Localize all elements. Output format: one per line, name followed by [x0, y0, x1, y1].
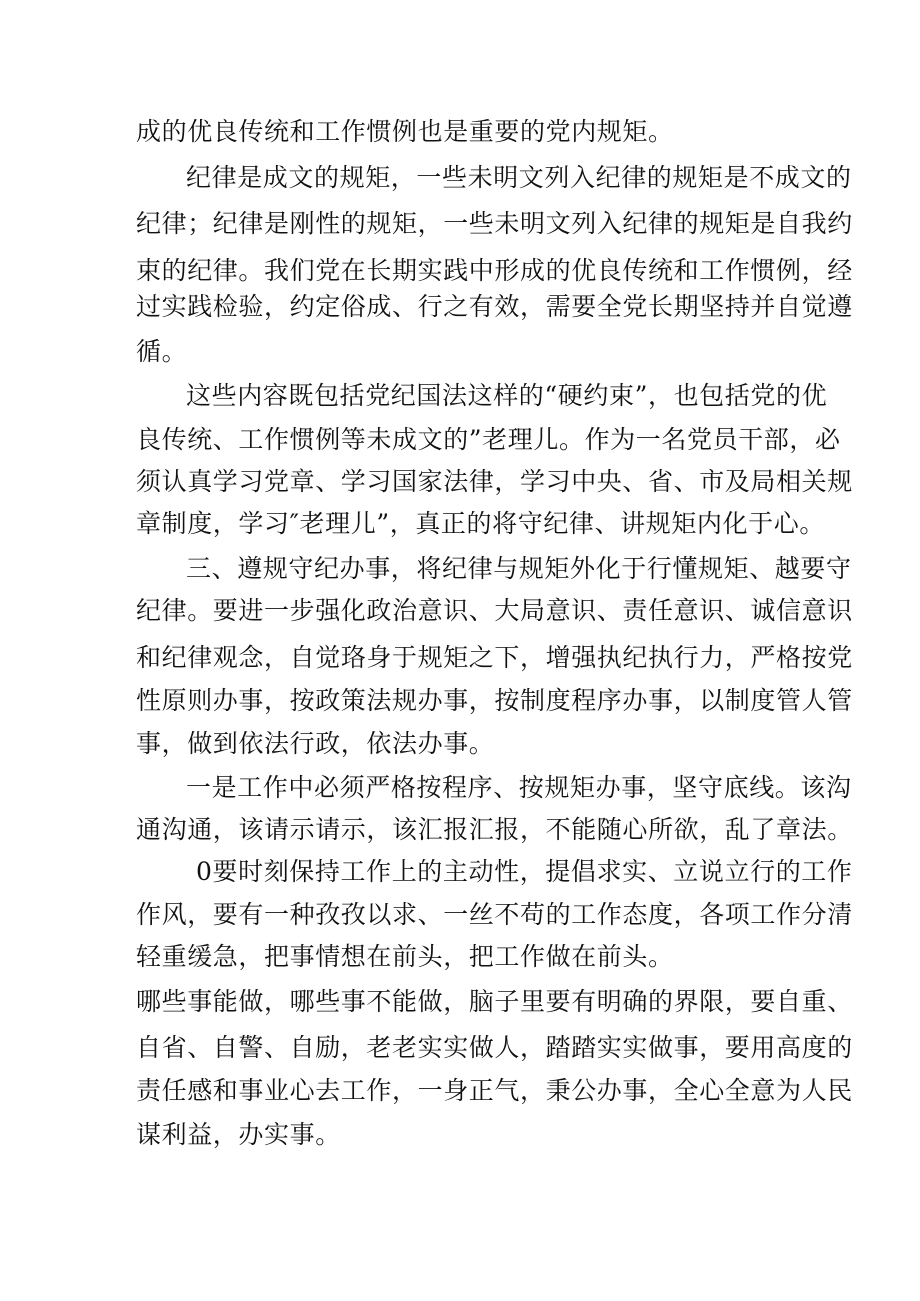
- text-line: 三、遵规守纪办事，将纪律与规矩外化于行懂规矩、越要守: [186, 554, 852, 583]
- text-line: 纪律。要进一步强化政治意识、大局意识、责任意识、诚信意识: [136, 596, 853, 625]
- text-line: 责任感和事业心去工作，一身正气，秉公办事，全心全意为人民: [136, 1076, 853, 1105]
- text-line: 这些内容既包括党纪国法这样的“硬约束”，也包括党的优: [186, 381, 828, 410]
- text-line: 良传统、工作惯例等未成文的”老理儿。作为一名党员干部，必: [136, 425, 841, 454]
- text-line: 0要时刻保持工作上的主动性，提倡求实、立说立行的工作: [196, 857, 853, 886]
- text-line: 轻重缓急，把事情想在前头，把工作做在前头。: [136, 942, 674, 971]
- text-line: 成的优良传统和工作惯例也是重要的党内规矩。: [136, 117, 674, 146]
- text-line: 过实践检验，约定俗成、行之有效，需要全党长期坚持并自觉遵: [136, 292, 853, 321]
- text-line: 和纪律观念，自觉珞身于规矩之下，增强执纪执行力，严格按党: [136, 643, 853, 672]
- text-line: 自省、自警、自励，老老实实做人，踏踏实实做事，要用高度的: [136, 1033, 853, 1062]
- text-line: 通沟通，该请示请示，该汇报汇报，不能随心所欲，乱了章法。: [136, 815, 853, 844]
- text-line: 循。: [136, 337, 188, 366]
- text-line: 纪律是成文的规矩，一些未明文列入纪律的规矩是不成文的: [186, 163, 852, 192]
- text-line: 章制度，学习″老理儿”，真正的将守纪律、讲规矩内化于心。: [136, 509, 825, 538]
- text-line: 束的纪律。我们党在长期实践中形成的优良传统和工作惯例，经: [136, 256, 853, 285]
- text-line: 一是工作中必须严格按程序、按规矩办事，坚守底线。该沟: [186, 773, 852, 802]
- text-line: 谋利益，办实事。: [136, 1120, 341, 1149]
- text-line: 须认真学习党章、学习国家法律，学习中央、省、市及局相关规: [136, 467, 853, 496]
- text-line: 纪律；纪律是刚性的规矩，一些未明文列入纪律的规矩是自我约: [136, 209, 853, 238]
- text-line: 作风，要有一种孜孜以求、一丝不苟的工作态度，各项工作分清: [136, 900, 853, 929]
- text-line: 哪些事能做，哪些事不能做，脑子里要有明确的界限，要自重、: [136, 987, 853, 1016]
- text-line: 性原则办事，按政策法规办事，按制度程序办事，以制度管人管: [136, 686, 853, 715]
- text-line: 事，做到依法行政，依法办事。: [136, 729, 495, 758]
